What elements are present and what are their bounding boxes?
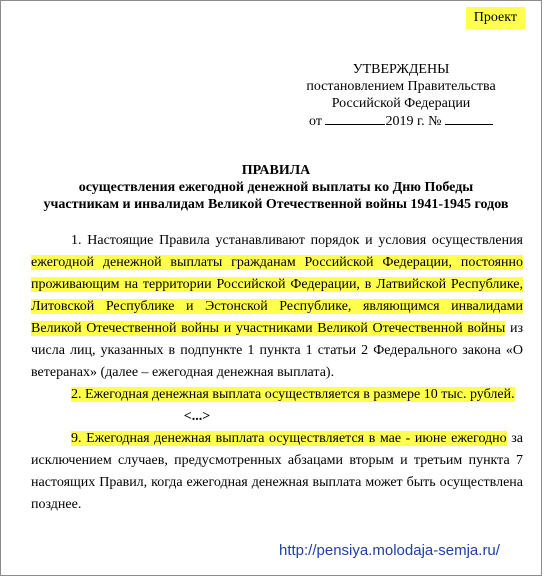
title-subline-1: осуществления ежегодной денежной выплаты ко Дню Победы (78, 180, 474, 195)
paragraph-9-end: за исключением случаев, предусмотренных абзацами вторым и третьим пункта 7 настоящих Правил, когда ежегодная денежная выплата может быть осуществлена позднее. (31, 431, 523, 512)
approval-country: Российской Федерации (331, 96, 471, 111)
draft-stamp: Проект (466, 7, 525, 29)
paragraph-9-highlight: 9. Ежегодная денежная выплата осуществляется в мае - июне ежегодно (71, 431, 507, 446)
paragraph-1-start: 1. Настоящие Правила устанавливают порядок и условия осуществления (71, 233, 523, 248)
title-subline-2: участникам и инвалидам Великой Отечественной войны 1941-1945 годов (43, 197, 509, 212)
approval-issuer: постановлением Правительства (306, 79, 496, 94)
paragraph-1 (31, 230, 523, 384)
document-body (31, 230, 523, 516)
approval-date-line (281, 112, 521, 130)
approval-heading: УТВЕРЖДЕНЫ (352, 62, 450, 77)
date-year: 2019 г. № (385, 114, 442, 129)
number-blank (445, 112, 493, 125)
date-prefix: от (309, 114, 322, 129)
paragraph-1-highlight: ежегодной денежной выплаты гражданам Российской Федерации, постоянно проживающим на территории Российской Федерации, в Латвийской Республике, Литовской Республике и Эстонской Республике, являющимся инвалидами Великой Отечественной войны и участниками Великой Отечественной войны (31, 255, 523, 336)
paragraph-1-end: из числа лиц, указанных в подпункте 1 пункта 1 статьи 2 Федерального закона «О ветеранах» (далее – ежегодная денежная выплата). (31, 321, 523, 380)
source-link[interactable]: http://pensiya.molodaja-semja.ru/ (279, 542, 500, 559)
paragraph-2-highlight: 2. Ежегодная денежная выплата осуществляется в размере 10 тыс. рублей. (71, 387, 515, 402)
approval-block (281, 61, 521, 130)
document-title (31, 162, 521, 213)
title-heading: ПРАВИЛА (241, 163, 311, 178)
paragraph-9 (31, 428, 523, 516)
date-blank (325, 112, 385, 125)
omission-mark: <...> (183, 409, 211, 424)
paragraph-2 (31, 384, 523, 406)
